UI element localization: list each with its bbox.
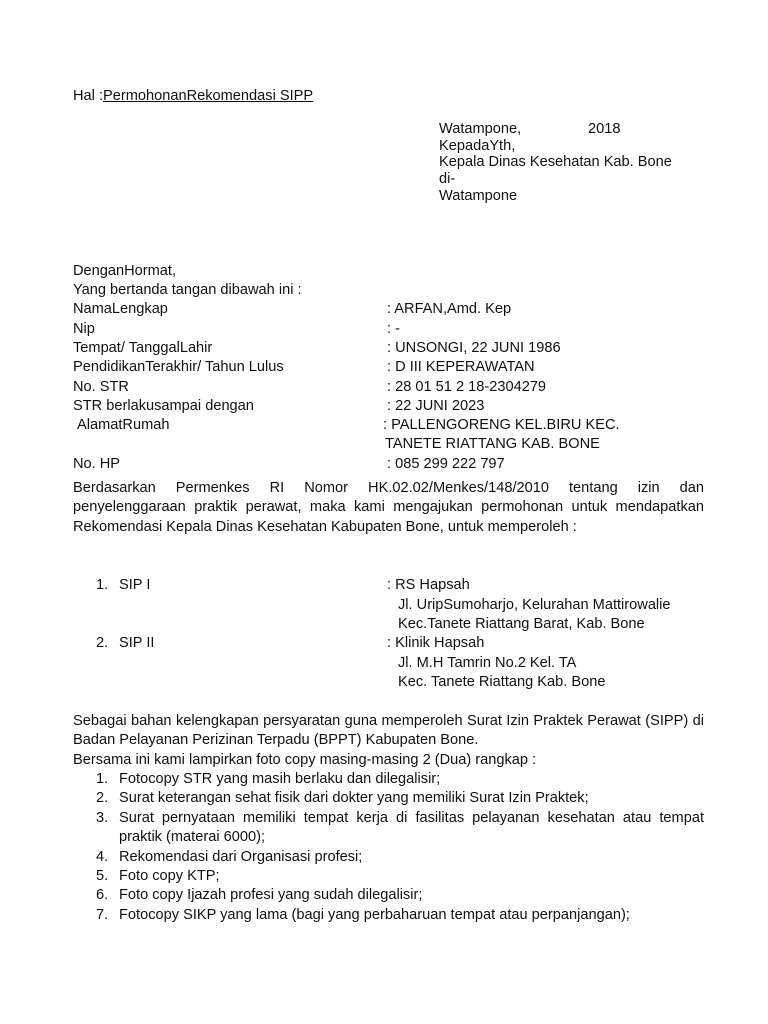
sip-2-label: SIP II bbox=[119, 635, 155, 651]
sip-1-value: : RS Hapsah bbox=[387, 577, 470, 593]
list-item bbox=[73, 770, 704, 789]
list-item-text: Fotocopy SIKP yang lama (bagi yang perbaharuan tempat atau perpanjangan); bbox=[119, 906, 630, 923]
field-label-nip: Nip bbox=[73, 321, 95, 337]
list-item-text: Surat pernyataan memiliki tempat kerja di fasilitas pelayanan kesehatan atau tempat praktik (materai 6000); bbox=[119, 809, 704, 846]
field-value-str: : 28 01 51 2 18-2304279 bbox=[387, 379, 547, 395]
list-item-number: 2. bbox=[96, 790, 109, 807]
requirements-paragraph: Sebagai bahan kelengkapan persyaratan guna memperoleh Surat Izin Praktek Perawat (SIPP) di Badan Pelayanan Perizinan Terpadu (BPPT) Kabupaten Bone. bbox=[73, 713, 704, 749]
field-value-nip: : - bbox=[387, 321, 400, 337]
list-item bbox=[73, 886, 704, 905]
field-value-name: : ARFAN,Amd. Kep bbox=[387, 301, 512, 317]
subject-text: PermohonanRekomendasi SIPP bbox=[103, 88, 314, 104]
list-item-text: Foto copy KTP; bbox=[119, 868, 220, 885]
list-item bbox=[73, 867, 704, 886]
field-label-name: NamaLengkap bbox=[73, 301, 168, 317]
sip-2-address-1: Jl. M.H Tamrin No.2 Kel. TA bbox=[398, 655, 577, 671]
addressee-di: di- bbox=[439, 171, 456, 187]
list-item-text: Surat keterangan sehat fisik dari dokter yang memiliki Surat Izin Praktek; bbox=[119, 790, 589, 807]
sip-1-address-2: Kec.Tanete Riattang Barat, Kab. Bone bbox=[398, 616, 645, 632]
addressee-salutation: KepadaYth, bbox=[439, 138, 516, 154]
list-item-number: 4. bbox=[96, 848, 109, 865]
sip-2-number: 2. bbox=[96, 635, 109, 651]
list-item-number: 3. bbox=[96, 809, 109, 826]
list-item bbox=[73, 906, 704, 925]
field-label-birth: Tempat/ TanggalLahir bbox=[73, 340, 213, 356]
sip-1-label: SIP I bbox=[119, 577, 151, 593]
field-value-education: : D III KEPERAWATAN bbox=[387, 359, 535, 375]
field-value-address-2: TANETE RIATTANG KAB. BONE bbox=[385, 436, 600, 452]
list-item bbox=[73, 789, 704, 808]
list-item-number: 5. bbox=[96, 868, 109, 885]
list-item bbox=[73, 848, 704, 867]
sip-1-address-1: Jl. UripSumoharjo, Kelurahan Mattirowalie bbox=[398, 597, 671, 613]
letter-place: Watampone, bbox=[439, 121, 522, 137]
field-label-hp: No. HP bbox=[73, 456, 121, 472]
list-item-text: Fotocopy STR yang masih berlaku dan dilegalisir; bbox=[119, 771, 441, 787]
sip-2-value: : Klinik Hapsah bbox=[387, 635, 485, 651]
field-value-hp: : 085 299 222 797 bbox=[387, 456, 505, 472]
list-item-number: 6. bbox=[96, 887, 109, 904]
subject-prefix: Hal : bbox=[73, 88, 104, 104]
list-item-number: 7. bbox=[96, 906, 109, 923]
field-label-address: AlamatRumah bbox=[77, 417, 170, 433]
attachments-list bbox=[73, 770, 704, 925]
field-label-str-valid: STR berlakusampai dengan bbox=[73, 398, 254, 414]
greeting: DenganHormat, bbox=[73, 263, 177, 279]
addressee-city: Watampone bbox=[439, 188, 518, 204]
addressee-recipient: Kepala Dinas Kesehatan Kab. Bone bbox=[439, 154, 672, 170]
list-item-number: 1. bbox=[96, 771, 109, 787]
attachments-intro: Bersama ini kami lampirkan foto copy masing-masing 2 (Dua) rangkap : bbox=[73, 752, 537, 768]
list-item-text: Foto copy Ijazah profesi yang sudah dilegalisir; bbox=[119, 887, 423, 904]
list-item bbox=[73, 809, 704, 848]
subject-line bbox=[73, 87, 313, 106]
sip-1-number: 1. bbox=[96, 577, 109, 593]
field-label-education: PendidikanTerakhir/ Tahun Lulus bbox=[73, 359, 284, 375]
field-value-address-1: : PALLENGORENG KEL.BIRU KEC. bbox=[383, 417, 620, 433]
list-item-text: Rekomendasi dari Organisasi profesi; bbox=[119, 848, 363, 865]
letter-year: 2018 bbox=[588, 121, 621, 137]
intro-text: Yang bertanda tangan dibawah ini : bbox=[73, 282, 302, 298]
basis-paragraph: Berdasarkan Permenkes RI Nomor HK.02.02/Menkes/148/2010 tentang izin dan penyelenggaraan praktik perawat, maka kami mengajukan permohonan untuk mendapatkan Rekomendasi Kepala Dinas Kesehatan Kabupaten Bone, untuk memperoleh : bbox=[73, 480, 704, 535]
field-label-str: No. STR bbox=[73, 379, 129, 395]
field-value-birth: : UNSONGI, 22 JUNI 1986 bbox=[387, 340, 561, 356]
field-value-str-valid: : 22 JUNI 2023 bbox=[387, 398, 485, 414]
sip-2-address-2: Kec. Tanete Riattang Kab. Bone bbox=[398, 674, 606, 690]
